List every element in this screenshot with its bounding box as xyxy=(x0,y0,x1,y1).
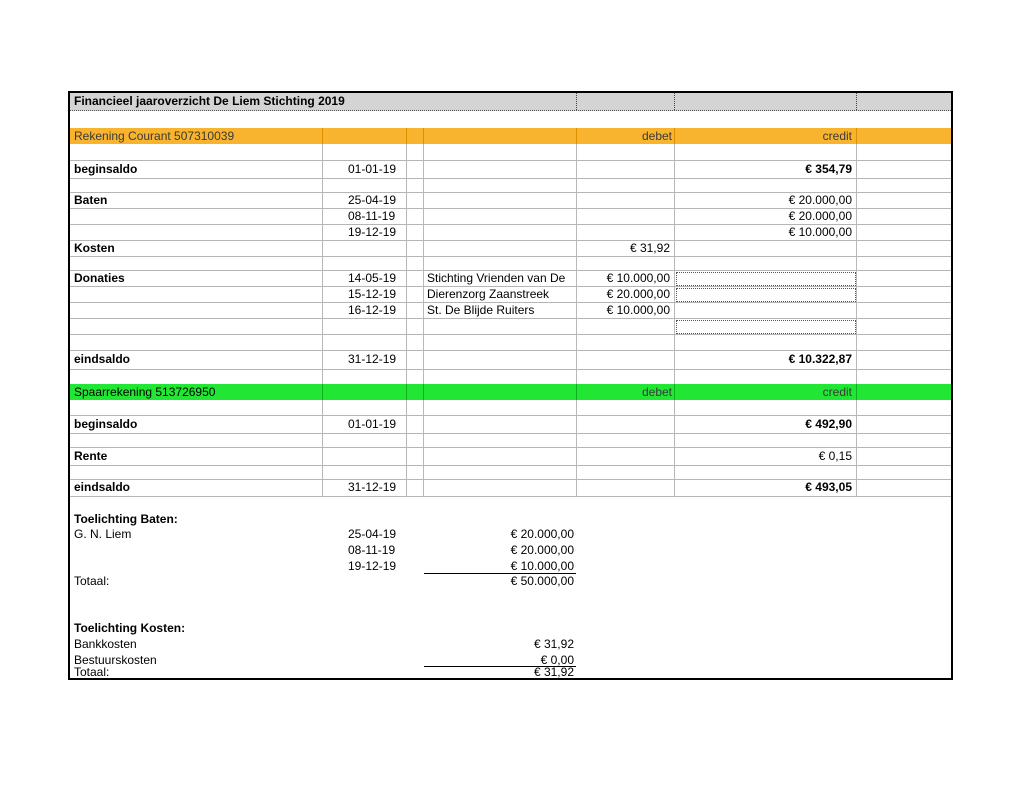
rc-baten-row xyxy=(70,224,951,241)
spacer-row xyxy=(70,334,951,351)
row-date: 01-01-19 xyxy=(348,417,397,431)
row-credit: € 10.322,87 xyxy=(788,352,852,366)
financial-overview-sheet xyxy=(68,91,953,680)
baten-total-amount: € 50.000,00 xyxy=(510,574,574,588)
sr-beginsaldo-row xyxy=(70,415,951,434)
row-description: Stichting Vrienden van De xyxy=(427,271,566,285)
credit-cell-outline xyxy=(676,288,856,302)
row-credit: € 493,05 xyxy=(805,480,852,494)
baten-entry-amount: € 10.000,00 xyxy=(510,559,574,573)
row-label: beginsaldo xyxy=(74,162,138,176)
row-date: 25-04-19 xyxy=(348,193,397,207)
row-date: 14-05-19 xyxy=(348,271,397,285)
rc-donatie-row xyxy=(70,302,951,319)
row-date: 08-11-19 xyxy=(348,209,396,223)
baten-entry-date: 19-12-19 xyxy=(348,559,397,573)
rc-kosten-row xyxy=(70,240,951,257)
row-description: St. De Blijde Ruiters xyxy=(427,303,535,317)
rekening-courant-header xyxy=(70,128,951,144)
row-label: Kosten xyxy=(74,241,115,255)
kosten-total-amount: € 31,92 xyxy=(533,665,574,679)
row-label: eindsaldo xyxy=(74,352,131,366)
kosten-entry-label: Bestuurskosten xyxy=(74,653,157,667)
title-row xyxy=(70,93,951,111)
spacer-row xyxy=(70,144,951,161)
sr-rente-row xyxy=(70,447,951,466)
credit-header: credit xyxy=(822,385,852,399)
row-credit: € 10.000,00 xyxy=(788,225,852,239)
kosten-entry-amount: € 0,00 xyxy=(540,653,574,667)
toelichting-kosten-heading: Toelichting Kosten: xyxy=(74,621,186,635)
row-label: Donaties xyxy=(74,271,125,285)
rekening-courant-label: Rekening Courant 507310039 xyxy=(74,129,235,143)
row-debet: € 31,92 xyxy=(629,241,670,255)
row-debet: € 20.000,00 xyxy=(606,287,670,301)
rc-baten-row xyxy=(70,208,951,225)
baten-total-label: Totaal: xyxy=(74,574,110,588)
baten-entry-amount: € 20.000,00 xyxy=(510,543,574,557)
kosten-entry-amount: € 31,92 xyxy=(533,637,574,651)
credit-header: credit xyxy=(822,129,852,143)
spaarrekening-label: Spaarrekening 513726950 xyxy=(74,385,216,399)
spacer-row xyxy=(70,369,951,385)
row-date: 31-12-19 xyxy=(348,480,397,494)
row-date: 16-12-19 xyxy=(348,303,397,317)
credit-cell-outline xyxy=(676,272,856,286)
kosten-entry-label: Bankkosten xyxy=(74,637,137,651)
spacer-row xyxy=(70,400,951,416)
row-credit: € 0,15 xyxy=(818,449,852,463)
spaarrekening-header xyxy=(70,384,951,400)
row-credit: € 354,79 xyxy=(805,162,852,176)
row-date: 15-12-19 xyxy=(348,287,397,301)
spacer-row xyxy=(70,256,951,271)
spacer-row xyxy=(70,178,951,193)
page-title: Financieel jaaroverzicht De Liem Stichting 2019 xyxy=(74,94,345,108)
rc-eindsaldo-row xyxy=(70,350,951,370)
credit-cell-outline xyxy=(676,320,856,334)
debet-header: debet xyxy=(641,129,672,143)
row-date: 01-01-19 xyxy=(348,162,397,176)
spacer-row xyxy=(70,465,951,480)
kosten-total-label: Totaal: xyxy=(74,665,110,679)
row-debet: € 10.000,00 xyxy=(606,271,670,285)
row-debet: € 10.000,00 xyxy=(606,303,670,317)
row-date: 19-12-19 xyxy=(348,225,397,239)
row-label: eindsaldo xyxy=(74,480,131,494)
row-label: Baten xyxy=(74,193,108,207)
row-credit: € 492,90 xyxy=(805,417,852,431)
debet-header: debet xyxy=(641,385,672,399)
row-credit: € 20.000,00 xyxy=(788,193,852,207)
row-label: Rente xyxy=(74,449,108,463)
rc-baten-row xyxy=(70,192,951,209)
toelichting-baten-heading: Toelichting Baten: xyxy=(74,512,178,526)
sr-eindsaldo-row xyxy=(70,479,951,497)
row-date: 31-12-19 xyxy=(348,352,397,366)
spacer-row xyxy=(70,433,951,448)
row-credit: € 20.000,00 xyxy=(788,209,852,223)
rc-beginsaldo-row xyxy=(70,160,951,179)
baten-entry-date: 25-04-19 xyxy=(348,527,397,541)
baten-entry-amount: € 20.000,00 xyxy=(510,527,574,541)
toelichting-baten-name: G. N. Liem xyxy=(74,527,132,541)
row-description: Dierenzorg Zaanstreek xyxy=(427,287,550,301)
baten-entry-date: 08-11-19 xyxy=(348,543,396,557)
row-label: beginsaldo xyxy=(74,417,138,431)
